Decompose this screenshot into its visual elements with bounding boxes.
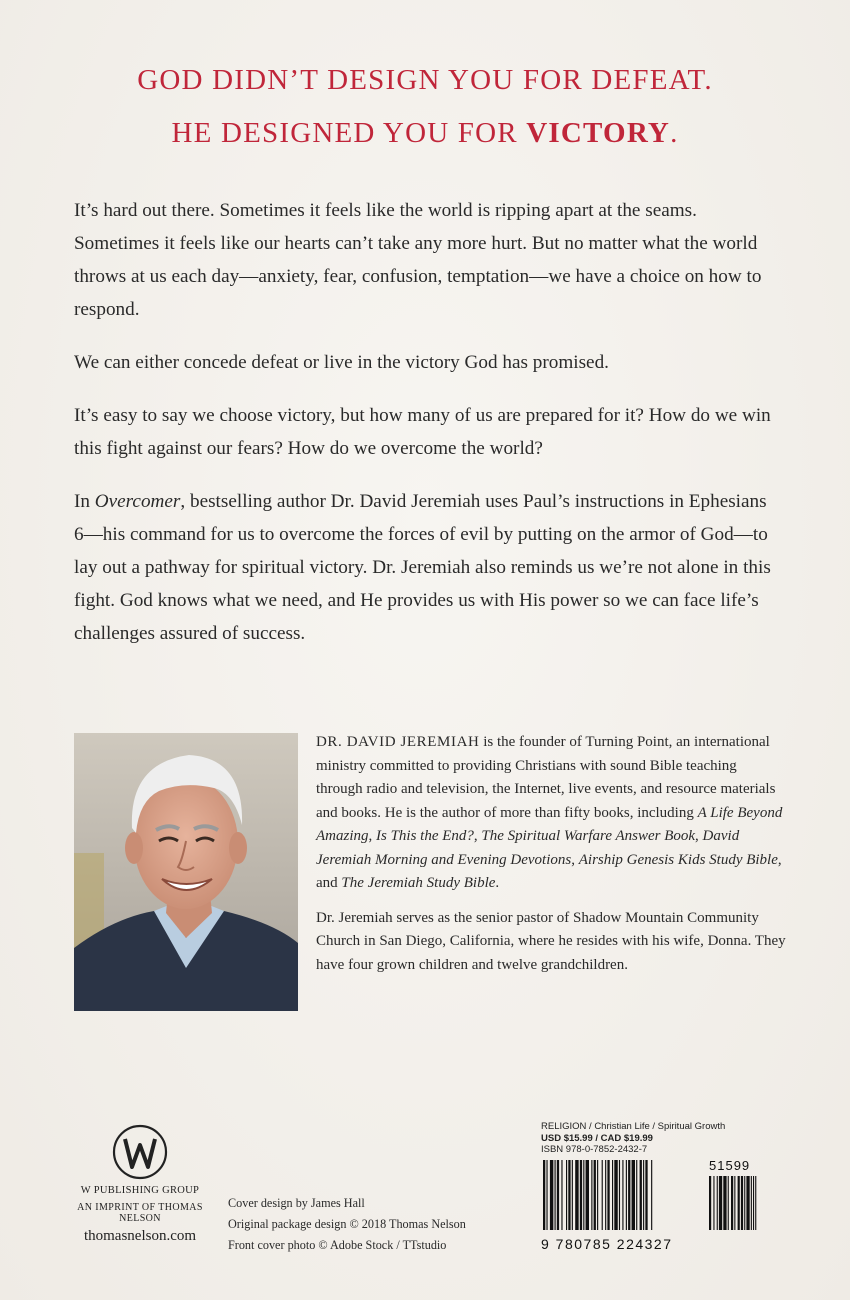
author-photo — [74, 733, 298, 1011]
book-title: A Life Beyond Amazing — [316, 804, 783, 844]
barcode-bar — [619, 1160, 620, 1230]
price-barcode-bar — [738, 1176, 740, 1230]
barcode-bar — [645, 1160, 647, 1230]
barcode-bar — [602, 1160, 603, 1230]
barcode-bar — [651, 1160, 652, 1230]
price-barcode-bar — [751, 1176, 752, 1230]
author-portrait-illustration — [74, 733, 298, 1011]
barcode-bar — [557, 1160, 559, 1230]
book-title: Is This the End? — [376, 828, 474, 844]
separator: , — [695, 828, 703, 844]
barcode-bar — [628, 1160, 630, 1230]
barcode-bar — [546, 1160, 547, 1230]
price-barcode-bar — [731, 1176, 733, 1230]
barcode-bar — [561, 1160, 562, 1230]
price-barcode-bar — [719, 1176, 722, 1230]
barcode-bar — [632, 1160, 635, 1230]
blurb-paragraph-1: It’s hard out there. Sometimes it feels like the world is ripping apart at the seams. Sometimes it feels like our hearts can’t take any more hurt. But no matter what the world throws at us each day—anxiety, fear, confusion, temptation—we have a choice on how to respond. — [74, 200, 762, 320]
blurb-paragraph-4 — [74, 485, 774, 650]
barcode-bar — [626, 1160, 627, 1230]
barcode-bar — [612, 1160, 613, 1230]
price-barcode-bar — [734, 1176, 735, 1230]
price-barcode-bar — [728, 1176, 729, 1230]
headline-text-1: GOD DIDN’T DESIGN YOU FOR DEFEAT. — [137, 64, 713, 96]
headline-line-1 — [0, 64, 850, 97]
publisher-logo — [60, 1123, 220, 1245]
barcode-bar — [566, 1160, 567, 1230]
design-credits — [228, 1193, 528, 1256]
separator: , — [571, 851, 579, 868]
separator: . — [495, 875, 500, 891]
price-barcode-bar — [744, 1176, 745, 1230]
price-barcode-bar — [746, 1176, 749, 1230]
w-publishing-logo-icon — [111, 1123, 169, 1181]
price-barcode-bar — [753, 1176, 754, 1230]
price-barcode-bar — [717, 1176, 718, 1230]
headline-text-2: HE DESIGNED YOU FOR — [171, 117, 527, 149]
headline-victory: VICTORY — [526, 117, 671, 149]
barcode-bar — [597, 1160, 598, 1230]
publisher-name: W PUBLISHING GROUP — [80, 1185, 200, 1196]
credit-line-3: Front cover photo © Adobe Stock / TTstudio — [228, 1238, 447, 1252]
barcode-bar — [550, 1160, 553, 1230]
price-code: 51599 — [709, 1158, 751, 1173]
separator: , and — [316, 851, 782, 891]
category: RELIGION / Christian Life / Spiritual Growth — [541, 1121, 726, 1132]
price-barcode-bar — [723, 1176, 726, 1230]
credit-line-1: Cover design by James Hall — [228, 1196, 365, 1210]
book-title: Airship Genesis Kids Study Bible — [578, 851, 778, 868]
barcode-bar — [568, 1160, 570, 1230]
barcode-bar — [614, 1160, 617, 1230]
blurb-paragraph-3: It’s easy to say we choose victory, but how many of us are prepared for it? How do we win this fight against our fears? How do we overcome the world? — [74, 405, 771, 459]
barcode-bar — [580, 1160, 582, 1230]
barcode-bar — [594, 1160, 596, 1230]
book-title: The Spiritual Warfare Answer Book — [481, 828, 696, 844]
barcode-bar — [622, 1160, 623, 1230]
bio-paragraph-2: Dr. Jeremiah serves as the senior pastor of Shadow Mountain Community Church in San Diego, California, where he resides with his wife, Donna. They have four grown children and twelve grandchildren. — [316, 909, 786, 973]
headline-line-2 — [0, 117, 850, 150]
price-barcode-bar — [741, 1176, 743, 1230]
credit-line-2: Original package design © 2018 Thomas Nelson — [228, 1217, 466, 1231]
barcode-bar — [607, 1160, 609, 1230]
author-bio — [316, 731, 786, 988]
blurb — [74, 194, 774, 670]
price-barcode-bar — [755, 1176, 756, 1230]
isbn: ISBN 978-0-7852-2432-7 — [541, 1144, 648, 1155]
author-name: DR. DAVID JEREMIAH — [316, 734, 480, 750]
blurb-paragraph-2: We can either concede defeat or live in the victory God has promised. — [74, 352, 609, 373]
blurb-p4-prefix: In — [74, 491, 95, 512]
bio-paragraph-1 — [316, 731, 786, 896]
barcode-bar — [572, 1160, 573, 1230]
publisher-website: thomasnelson.com — [83, 1228, 197, 1244]
headline-period: . — [670, 117, 679, 149]
retail-info — [541, 1121, 771, 1156]
price-barcode-bar — [713, 1176, 714, 1230]
barcode-bar — [583, 1160, 584, 1230]
barcode-digits: 9 780785 224327 — [541, 1236, 673, 1252]
barcode-bar — [591, 1160, 592, 1230]
barcode-bar — [543, 1160, 545, 1230]
barcode-bar — [640, 1160, 642, 1230]
price-barcode-bar — [709, 1176, 711, 1230]
book-title: David Jeremiah Morning and Evening Devotions — [316, 828, 740, 868]
barcode-bar — [636, 1160, 637, 1230]
barcode-bar — [586, 1160, 589, 1230]
barcode-bar — [643, 1160, 644, 1230]
separator: , — [368, 828, 376, 844]
blurb-p4-rest: , bestselling author Dr. David Jeremiah uses Paul’s instructions in Ephesians 6—his command for us to overcome the forces of evil by putting on the armor of God—to lay out a pathway for spiritual victory. Dr. Jeremiah also reminds us we’re not alone in this fight. God knows what we need, and He provides us with His power so we can face life’s challenges assured of success. — [74, 491, 771, 644]
barcode-bar — [555, 1160, 556, 1230]
barcode-bar — [605, 1160, 606, 1230]
barcode — [541, 1158, 776, 1250]
bio-text: is the founder of Turning Point, an international ministry committed to providing Christians with sound Bible teaching through radio and television, the Internet, live events, and resource materials and books. He is the author of more than fifty books, including — [316, 734, 776, 821]
publisher-imprint: AN IMPRINT OF THOMAS NELSON — [77, 1202, 203, 1224]
book-title: The Jeremiah Study Bible — [341, 875, 496, 891]
book-title: Overcomer — [94, 491, 181, 512]
price: USD $15.99 / CAD $19.99 — [541, 1132, 653, 1144]
barcode-bar — [575, 1160, 578, 1230]
separator: , — [473, 828, 482, 844]
